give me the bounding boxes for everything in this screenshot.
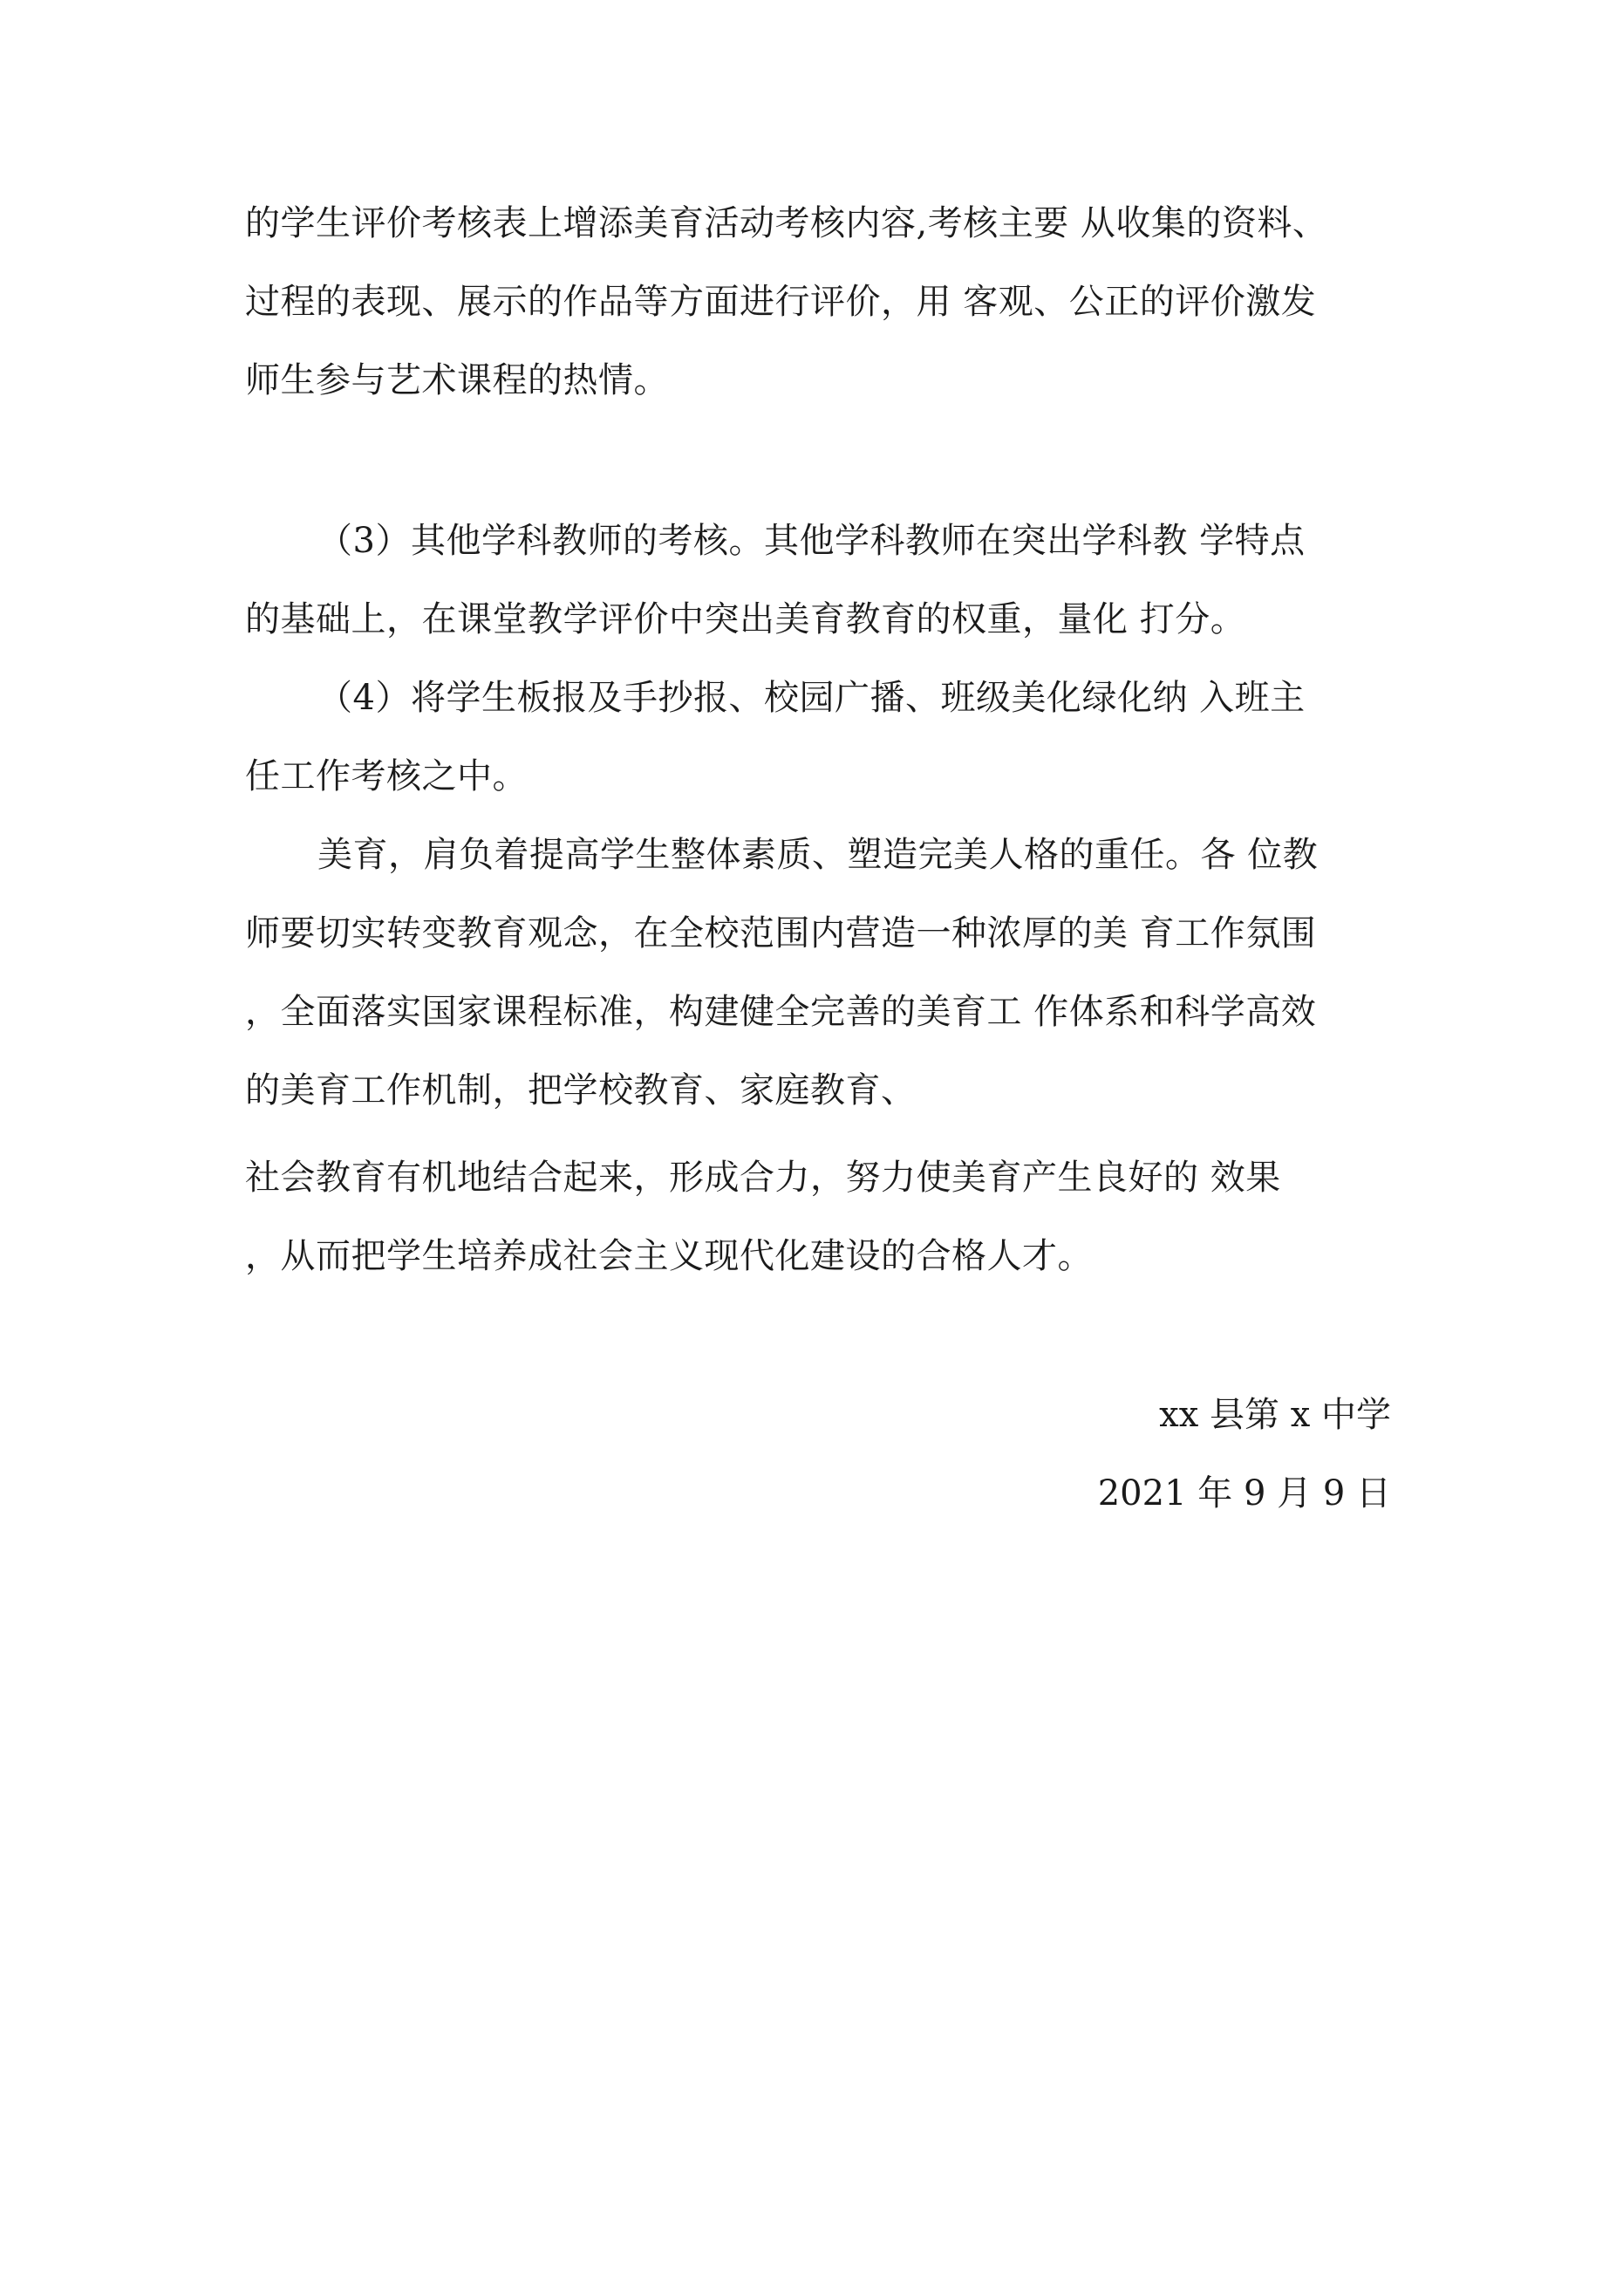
paragraph-4-line-5: 社会教育有机地结合起来，形成合力，努力使美育产生良好的 效果 (245, 1158, 1281, 1198)
paragraph-4-line-2: 师要切实转变教育观念，在全校范围内营造一种浓厚的美 育工作氛围 (245, 913, 1317, 953)
paragraph-3-line-1: （4）将学生板报及手抄报、校园广播、班级美化绿化纳 入班主 (317, 678, 1306, 718)
paragraph-1-line-3: 师生参与艺术课程的热情。 (245, 360, 669, 400)
paragraph-2-line-2: 的基础上，在课堂教学评价中突出美育教育的权重，量化 打分。 (245, 599, 1246, 639)
paragraph-1-line-1: 的学生评价考核表上增添美育活动考核内容,考核主要 从收集的资料、 (245, 203, 1328, 243)
paragraph-4-line-6: ，从而把学生培养成社会主义现代化建设的合格人才。 (245, 1236, 1093, 1276)
paragraph-4-line-4: 的美育工作机制，把学校教育、家庭教育、 (245, 1070, 917, 1110)
paragraph-2-line-1: （3）其他学科教师的考核。其他学科教师在突出学科教 学特点 (317, 521, 1306, 561)
signature-organization: xx 县第 x 中学 (1159, 1395, 1391, 1435)
paragraph-4-line-3: ，全面落实国家课程标准，构建健全完善的美育工 作体系和科学高效 (245, 992, 1317, 1032)
paragraph-1-line-2: 过程的表现、展示的作品等方面进行评价，用 客观、公正的评价激发 (245, 282, 1317, 322)
signature-date: 2021 年 9 月 9 日 (1097, 1473, 1391, 1514)
paragraph-4-line-1: 美育，肩负着提高学生整体素质、塑造完美人格的重任。各 位教 (317, 835, 1319, 875)
paragraph-3-line-2: 任工作考核之中。 (245, 756, 528, 796)
